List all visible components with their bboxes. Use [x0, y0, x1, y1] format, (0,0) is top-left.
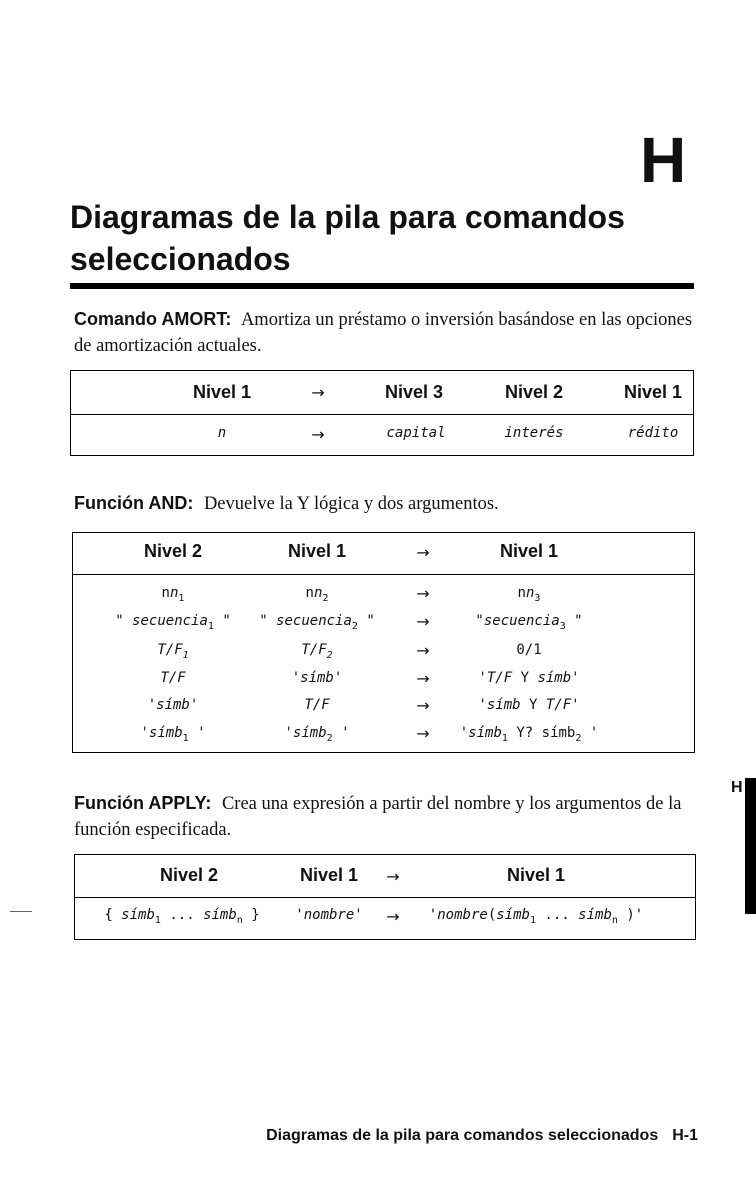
and-arrow: → — [416, 669, 430, 688]
footer-title: Diagramas de la pila para comandos seleccionados — [266, 1127, 659, 1144]
apply-header-2: Nivel 1 — [299, 865, 359, 885]
apply-header-1: Nivel 2 — [159, 865, 219, 885]
amort-header-3: Nivel 2 — [504, 382, 564, 402]
and-cell: 'símb' — [291, 670, 343, 686]
and-text: Devuelve la Y lógica y dos argumentos. — [203, 494, 499, 514]
and-cell: T/F — [304, 697, 330, 713]
table-header — [71, 371, 693, 415]
amort-description — [74, 306, 694, 359]
and-cell: 'símb$_2$ ' — [284, 725, 350, 744]
and-header-arrow: → — [416, 543, 430, 562]
and-arrow: → — [416, 696, 430, 715]
and-cell: 0/1 — [516, 642, 542, 658]
and-cell: 'símb$_1$ ' — [140, 725, 206, 744]
and-header-1: Nivel 2 — [143, 541, 203, 561]
page-number: H-1 — [672, 1127, 698, 1144]
amort-header-4: Nivel 1 — [623, 382, 683, 402]
and-cell: $T/F_2$ — [301, 642, 333, 661]
and-cell: 'símb$_1$ Y? símb$_2$ ' — [459, 725, 599, 744]
tab-marker-letter: H — [731, 779, 743, 796]
and-cell: $nn_1$ — [161, 585, 185, 604]
and-cell: T/F — [160, 670, 186, 686]
amort-cell-n: n — [217, 425, 227, 441]
and-cell: $nn_3$ — [517, 585, 541, 604]
apply-header-arrow: → — [386, 867, 400, 886]
and-cell: 'símb Y T/F' — [478, 697, 580, 713]
margin-dash — [10, 911, 32, 912]
amort-header-2: Nivel 3 — [384, 382, 444, 402]
and-arrow: → — [416, 584, 430, 603]
and-cell: $nn_2$ — [305, 585, 329, 604]
apply-header-3: Nivel 1 — [506, 865, 566, 885]
apply-stack-table — [74, 854, 696, 940]
and-cell: " secuencia$_2$ " — [259, 613, 375, 632]
title-rule — [70, 283, 694, 289]
tab-marker-bar — [745, 778, 756, 914]
and-arrow: → — [416, 612, 430, 631]
and-cell: " secuencia$_1$ " — [115, 613, 231, 632]
and-arrow: → — [416, 724, 430, 743]
amort-cell-redito: rédito — [627, 425, 679, 441]
apply-cell-name: 'nombre' — [295, 907, 363, 923]
apply-cell-result: 'nombre(símb$_1$ ... símb$_n$ )' — [428, 907, 644, 926]
page-title: Diagramas de la pila para comandos seleccionados — [70, 199, 625, 277]
and-stack-table — [72, 532, 695, 753]
and-header-3: Nivel 1 — [499, 541, 559, 561]
and-cell: 'símb' — [147, 697, 199, 713]
amort-cell-arrow: → — [311, 425, 325, 444]
and-cell: $T/F_1$ — [157, 642, 189, 661]
and-cell: 'T/F Y símb' — [478, 670, 580, 686]
page-footer — [266, 1127, 698, 1145]
apply-description — [74, 790, 694, 843]
apply-label: Función APPLY: — [74, 793, 212, 813]
chapter-letter: H — [640, 124, 687, 196]
apply-cell-args: { símb$_1$ ... símb$_n$ } — [104, 907, 260, 926]
amort-stack-table — [70, 370, 694, 456]
amort-header-arrow: → — [311, 383, 325, 402]
amort-text: Amortiza un préstamo o inversión basándose en las opciones de amortización actuales. — [74, 310, 693, 356]
and-label: Función AND: — [74, 493, 194, 513]
amort-header-1: Nivel 1 — [192, 382, 252, 402]
amort-cell-interes: interés — [504, 425, 564, 441]
apply-cell-arrow: → — [386, 907, 400, 926]
and-arrow: → — [416, 641, 430, 660]
apply-text: Crea una expresión a partir del nombre y los argumentos de la función especificada. — [74, 794, 682, 840]
amort-label: Comando AMORT: — [74, 309, 232, 329]
and-header-2: Nivel 1 — [287, 541, 347, 561]
amort-cell-capital: capital — [386, 425, 446, 441]
and-cell: "secuencia$_3$ " — [475, 613, 583, 632]
and-description — [74, 490, 694, 517]
